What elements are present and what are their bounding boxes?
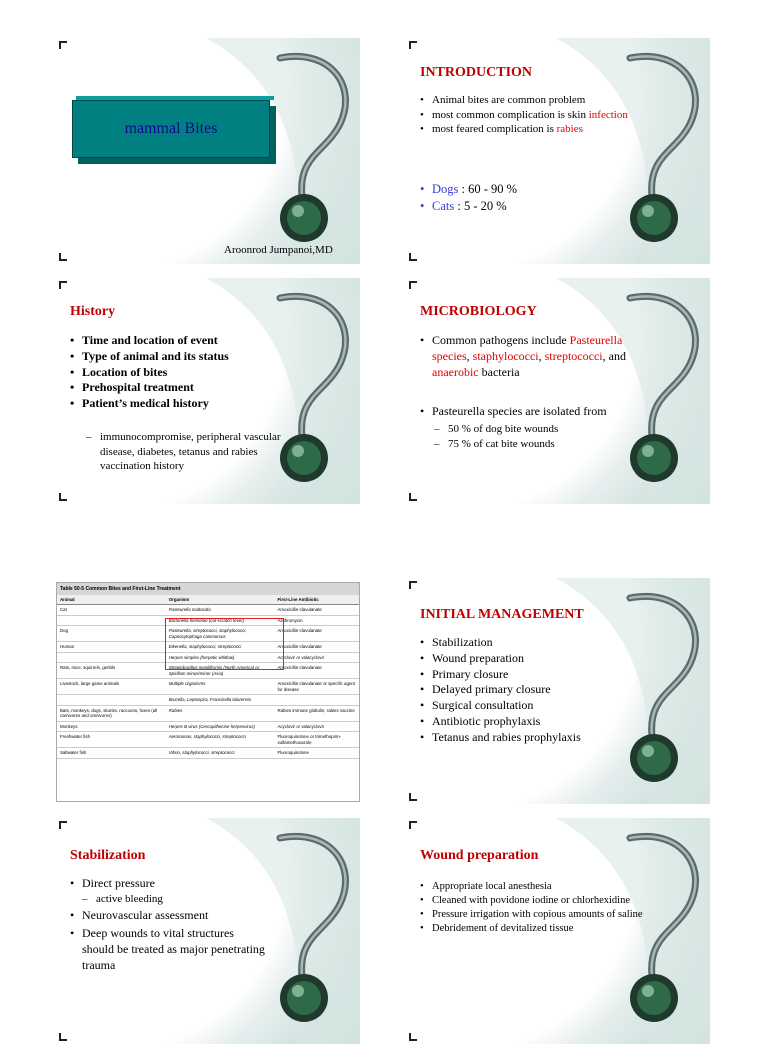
- table-cell: Eikenella, staphylococci, streptococci: [166, 642, 275, 653]
- author-name: Aroonrod Jumpanoi,MD: [224, 244, 333, 256]
- corner-mark: [409, 821, 417, 829]
- list-item: • Appropriate local anesthesia: [420, 880, 680, 894]
- table-header-row: [57, 595, 359, 605]
- corner-mark: [409, 41, 417, 49]
- intro-list: [420, 93, 650, 137]
- table-row: [57, 705, 359, 721]
- table-row: [57, 732, 359, 748]
- table-cell: Fluoroquinolone: [274, 748, 359, 759]
- table-cell: Multiple organisms: [166, 679, 275, 695]
- sub-item: – active bleeding: [82, 892, 265, 907]
- list-item: • Patient’s medical history: [70, 396, 300, 412]
- table-cell: [57, 615, 166, 626]
- table-cell: Bartonella henselae (cat-scratch fever): [166, 615, 275, 626]
- table-cell: Azithromycin: [274, 615, 359, 626]
- table-cell: Amoxicillin-clavulanate: [274, 663, 359, 679]
- table-cell: Monkeys: [57, 721, 166, 732]
- table-cell: Bats, monkeys, dogs, skunks, raccoons, foxes (all carnivores and omnivores): [57, 705, 166, 721]
- table-cell: Human: [57, 642, 166, 653]
- highlight-rabies: rabies: [556, 123, 583, 136]
- table-cell: Amoxicillin-clavulanate: [274, 605, 359, 616]
- table-cell: Fluoroquinolone or trimethoprim-sulfamethoxazole: [274, 732, 359, 748]
- table-cell: Herpes simplex (herpetic whitlow): [166, 652, 275, 663]
- table-cell: Brucella, Leptospira, Francisella tularensis: [166, 695, 275, 706]
- list-item: • Animal bites are common problem: [420, 93, 650, 108]
- table-cell: Amoxicillin-clavulanate: [274, 626, 359, 642]
- corner-mark: [409, 253, 417, 261]
- corner-mark: [59, 821, 67, 829]
- table-cell: [57, 652, 166, 663]
- stats-list: [420, 181, 650, 214]
- table-title: Table 50-5 Common Bites and First-Line Treatment: [57, 583, 359, 595]
- highlight-infection: infection: [588, 108, 628, 121]
- list-item: • most feared complication is rabies: [420, 122, 650, 137]
- col-header: Animal: [57, 595, 166, 605]
- slide-introduction: [406, 38, 710, 264]
- list-item: • Tetanus and rabies prophylaxis: [420, 730, 650, 746]
- table-cell: Amoxicillin-clavulanate or specific agent for disease: [274, 679, 359, 695]
- slide-initial-management: [406, 578, 710, 804]
- list-item: • Prehospital treatment: [70, 380, 300, 396]
- corner-mark: [409, 581, 417, 589]
- corner-mark: [409, 281, 417, 289]
- list-item: • Wound preparation: [420, 651, 650, 667]
- sub-item: – 75 % of cat bite wounds: [434, 437, 558, 452]
- table-row: [57, 748, 359, 759]
- management-list: [420, 635, 650, 746]
- list-item: • Pasteurella species are isolated from: [420, 404, 640, 420]
- stabilization-list: [70, 876, 265, 974]
- col-header: Organism: [166, 595, 275, 605]
- slide-heading: Stabilization: [70, 848, 146, 863]
- list-item: • Antibiotic prophylaxis: [420, 714, 650, 730]
- list-item: • Cleaned with povidone iodine or chlorhexidine: [420, 894, 680, 908]
- stethoscope-icon: [250, 826, 360, 1040]
- table-cell: Livestock, large game animals: [57, 679, 166, 695]
- pasteurella-list: [420, 404, 640, 420]
- slide-history: [56, 278, 360, 504]
- pasteurella-sublist: [434, 422, 558, 451]
- slide-heading: Wound preparation: [420, 848, 539, 863]
- slide-stabilization: [56, 818, 360, 1044]
- table-cell: Amoxicillin-clavulanate: [274, 642, 359, 653]
- list-item: • Pressure irrigation with copious amounts of saline: [420, 908, 680, 922]
- list-item: • most common complication is skin infection: [420, 108, 650, 123]
- list-item: • Time and location of event: [70, 333, 300, 349]
- list-item: • Neurovascular assessment: [70, 908, 265, 924]
- table-cell: Rabies: [166, 705, 275, 721]
- table-row: [57, 605, 359, 616]
- table-cell: Acyclovir or valacyclovir: [274, 652, 359, 663]
- table-cell: Streptobacillus moniliformis (North America) or Spirillum minus/minor (Asia): [166, 663, 275, 679]
- list-item: • Common pathogens include Pasteurella species, staphylococci, streptococci, and anaerobic bacteria: [420, 333, 635, 380]
- stat-dogs: • Dogs : 60 - 90 %: [420, 181, 650, 198]
- table-cell: Pasteurella, streptococci, staphylococci, Capnocytophaga canimorsus: [166, 626, 275, 642]
- table-cell: Aeromonas, staphylococci, streptococci: [166, 732, 275, 748]
- stat-cats: • Cats : 5 - 20 %: [420, 198, 650, 215]
- history-list: [70, 333, 300, 412]
- table-cell: [57, 695, 166, 706]
- stethoscope-icon: [600, 46, 710, 260]
- list-item: • Direct pressure – active bleeding: [70, 876, 265, 906]
- slide-heading: History: [70, 304, 116, 319]
- table-cell: Acyclovir or valacyclovir: [274, 721, 359, 732]
- list-item: • Debridement of devitalized tissue: [420, 922, 680, 936]
- slide-microbiology: [406, 278, 710, 504]
- table-cell: Dog: [57, 626, 166, 642]
- table-cell: Pasteurella multocida: [166, 605, 275, 616]
- corner-mark: [409, 1033, 417, 1041]
- table-cell: Rabies immune globulin, rabies vaccine: [274, 705, 359, 721]
- corner-mark: [409, 793, 417, 801]
- slide-title-text: mammal Bites: [124, 120, 218, 137]
- corner-mark: [59, 281, 67, 289]
- table-cell: Freshwater fish: [57, 732, 166, 748]
- slide-heading: MICROBIOLOGY: [420, 304, 537, 319]
- sub-item: – 50 % of dog bite wounds: [434, 422, 558, 437]
- sub-list: [82, 892, 265, 907]
- corner-mark: [409, 493, 417, 501]
- table-cell: [274, 695, 359, 706]
- table-row: [57, 679, 359, 695]
- table-cell: Herpes B virus (Cercopithecine herpesvirus): [166, 721, 275, 732]
- list-item: • Stabilization: [420, 635, 650, 651]
- col-header: First-Line Antibiotic: [274, 595, 359, 605]
- list-item: • Delayed primary closure: [420, 682, 650, 698]
- wound-prep-list: [420, 880, 680, 935]
- list-item: • Type of animal and its status: [70, 349, 300, 365]
- corner-mark: [59, 493, 67, 501]
- corner-mark: [59, 41, 67, 49]
- highlight-box: [165, 618, 284, 670]
- treatment-table-panel: [56, 582, 360, 802]
- slide-bite-table: [56, 578, 360, 804]
- table-cell: Cat: [57, 605, 166, 616]
- history-sublist: [86, 430, 286, 474]
- list-item: • Primary closure: [420, 667, 650, 683]
- title-box: [72, 100, 270, 158]
- table-row: [57, 695, 359, 706]
- sub-item: – immunocompromise, peripheral vascular disease, diabetes, tetanus and rabies vaccination history: [86, 430, 286, 474]
- corner-mark: [59, 1033, 67, 1041]
- slide-wound-preparation: [406, 818, 710, 1044]
- list-item: • Deep wounds to vital structures should be treated as major penetrating trauma: [70, 926, 265, 973]
- stethoscope-icon: [600, 286, 710, 500]
- slide-heading: INITIAL MANAGEMENT: [420, 607, 584, 622]
- slide-heading: INTRODUCTION: [420, 65, 533, 80]
- slide-title: [56, 38, 360, 264]
- table-row: [57, 721, 359, 732]
- list-item: • Surgical consultation: [420, 698, 650, 714]
- table-cell: Vibrio, staphylococci, streptococci: [166, 748, 275, 759]
- table-cell: Saltwater fish: [57, 748, 166, 759]
- list-item: • Location of bites: [70, 365, 300, 381]
- table-cell: Rats, mice, squirrels, gerbils: [57, 663, 166, 679]
- corner-mark: [59, 253, 67, 261]
- pathogen-list: [420, 333, 635, 380]
